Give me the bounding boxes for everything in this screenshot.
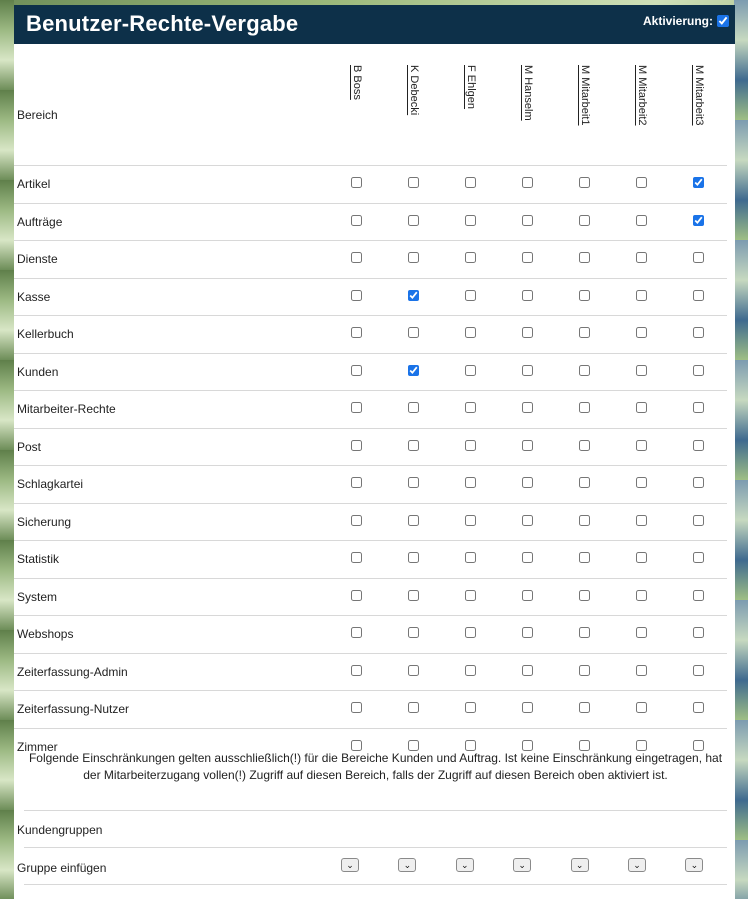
permission-cell — [556, 691, 613, 729]
permission-cell — [328, 466, 385, 504]
permission-checkbox[interactable] — [636, 215, 647, 226]
chevron-down-icon: ⌄ — [690, 860, 699, 870]
permission-cell — [613, 166, 670, 204]
permission-cell — [499, 428, 556, 466]
group-select-dropdown[interactable] — [685, 858, 703, 872]
permission-cell — [442, 653, 499, 691]
table-row — [14, 316, 727, 354]
permission-cell — [328, 241, 385, 279]
permission-checkbox[interactable] — [579, 552, 590, 563]
permission-cell — [499, 578, 556, 616]
background-left — [0, 0, 14, 899]
permission-checkbox[interactable] — [693, 327, 704, 338]
permission-checkbox[interactable] — [408, 665, 419, 676]
permission-checkbox[interactable] — [693, 590, 704, 601]
permission-checkbox[interactable] — [579, 402, 590, 413]
permission-checkbox[interactable] — [579, 477, 590, 488]
permission-checkbox[interactable] — [351, 665, 362, 676]
permission-checkbox[interactable] — [579, 515, 590, 526]
permission-cell — [328, 541, 385, 579]
permission-cell — [670, 428, 727, 466]
permission-cell — [556, 166, 613, 204]
permission-checkbox[interactable] — [636, 365, 647, 376]
permission-checkbox[interactable] — [408, 702, 419, 713]
table-row — [14, 203, 727, 241]
permission-checkbox[interactable] — [351, 515, 362, 526]
permission-cell — [385, 578, 442, 616]
permission-checkbox[interactable] — [465, 177, 476, 188]
permission-cell — [613, 653, 670, 691]
permission-checkbox[interactable] — [465, 327, 476, 338]
area-label: Zimmer — [14, 728, 328, 765]
permission-checkbox[interactable] — [351, 590, 362, 601]
permission-checkbox[interactable] — [408, 590, 419, 601]
permission-cell — [442, 166, 499, 204]
permission-cell — [442, 203, 499, 241]
customer-groups-label: Kundengruppen — [17, 823, 103, 837]
group-select-dropdown[interactable] — [341, 858, 359, 872]
permission-checkbox[interactable] — [465, 552, 476, 563]
divider — [24, 847, 727, 848]
divider — [24, 810, 727, 811]
permission-checkbox[interactable] — [522, 590, 533, 601]
permission-checkbox[interactable] — [636, 177, 647, 188]
area-label: Statistik — [14, 541, 328, 579]
group-select-dropdown[interactable] — [398, 858, 416, 872]
permission-checkbox[interactable] — [522, 552, 533, 563]
permission-cell — [499, 316, 556, 354]
permission-cell — [328, 278, 385, 316]
permission-cell — [385, 203, 442, 241]
permission-cell — [442, 278, 499, 316]
chevron-down-icon: ⌄ — [575, 860, 584, 870]
permission-checkbox[interactable] — [351, 477, 362, 488]
table-row — [14, 503, 727, 541]
group-select-dropdown[interactable] — [628, 858, 646, 872]
permission-cell — [613, 316, 670, 354]
permission-checkbox[interactable] — [465, 252, 476, 263]
activation-label: Aktivierung: — [642, 14, 713, 28]
area-label: Kunden — [14, 353, 328, 391]
permission-checkbox[interactable] — [351, 327, 362, 338]
permission-checkbox[interactable] — [351, 177, 362, 188]
user-column-header — [499, 44, 556, 166]
permission-checkbox[interactable] — [636, 515, 647, 526]
permission-cell — [385, 653, 442, 691]
permission-cell — [556, 466, 613, 504]
permission-cell — [499, 691, 556, 729]
permission-checkbox[interactable] — [579, 590, 590, 601]
permission-checkbox[interactable] — [693, 552, 704, 563]
area-label: Kellerbuch — [14, 316, 328, 354]
permission-checkbox[interactable] — [636, 627, 647, 638]
permission-checkbox[interactable] — [636, 590, 647, 601]
permission-cell — [385, 691, 442, 729]
permission-cell — [670, 503, 727, 541]
permission-checkbox[interactable] — [465, 440, 476, 451]
permission-cell — [442, 241, 499, 279]
area-label: Dienste — [14, 241, 328, 279]
permission-cell — [556, 428, 613, 466]
user-column-header — [385, 44, 442, 166]
user-name-link[interactable]: F Ehlgen — [465, 65, 477, 110]
permission-checkbox[interactable] — [693, 365, 704, 376]
permission-cell — [499, 616, 556, 654]
permission-checkbox[interactable] — [408, 365, 419, 376]
permission-checkbox[interactable] — [579, 665, 590, 676]
permission-checkbox[interactable] — [522, 665, 533, 676]
permission-checkbox[interactable] — [408, 402, 419, 413]
rights-table — [14, 44, 727, 765]
permission-checkbox[interactable] — [636, 665, 647, 676]
permission-checkbox[interactable] — [465, 627, 476, 638]
permission-cell — [442, 503, 499, 541]
permission-cell — [442, 578, 499, 616]
permission-cell — [499, 278, 556, 316]
table-row — [14, 428, 727, 466]
table-row — [14, 466, 727, 504]
user-name-link[interactable]: B Boss — [351, 65, 363, 100]
area-label: System — [14, 578, 328, 616]
permission-cell — [670, 241, 727, 279]
table-row — [14, 691, 727, 729]
area-label: Sicherung — [14, 503, 328, 541]
permission-checkbox[interactable] — [522, 402, 533, 413]
chevron-down-icon: ⌄ — [461, 860, 469, 870]
area-label: Schlagkartei — [14, 466, 328, 504]
permission-checkbox[interactable] — [522, 477, 533, 488]
permission-cell — [613, 278, 670, 316]
permission-cell — [328, 166, 385, 204]
permission-cell — [670, 653, 727, 691]
chevron-down-icon: ⌄ — [346, 860, 354, 870]
user-column-header — [328, 44, 385, 166]
permission-checkbox[interactable] — [636, 327, 647, 338]
permission-cell — [385, 241, 442, 279]
chevron-down-icon: ⌄ — [403, 860, 412, 870]
permission-cell — [328, 691, 385, 729]
permission-checkbox[interactable] — [408, 290, 419, 301]
permission-cell — [670, 166, 727, 204]
permission-checkbox[interactable] — [579, 702, 590, 713]
divider — [24, 884, 727, 885]
permission-checkbox[interactable] — [465, 215, 476, 226]
permission-checkbox[interactable] — [408, 477, 419, 488]
permission-cell — [613, 578, 670, 616]
permission-cell — [556, 653, 613, 691]
permission-cell — [556, 578, 613, 616]
permission-cell — [442, 616, 499, 654]
group-select-dropdown[interactable] — [571, 858, 589, 872]
permission-checkbox[interactable] — [579, 365, 590, 376]
permission-checkbox[interactable] — [408, 627, 419, 638]
permission-cell — [613, 466, 670, 504]
permission-cell — [385, 391, 442, 429]
area-label: Mitarbeiter-Rechte — [14, 391, 328, 429]
panel-header — [14, 5, 735, 44]
permission-checkbox[interactable] — [579, 177, 590, 188]
permission-cell — [385, 278, 442, 316]
permission-checkbox[interactable] — [408, 552, 419, 563]
permission-checkbox[interactable] — [465, 365, 476, 376]
permission-cell — [556, 391, 613, 429]
area-label: Zeiterfassung-Admin — [14, 653, 328, 691]
permission-checkbox[interactable] — [522, 627, 533, 638]
table-row — [14, 578, 727, 616]
permission-cell — [556, 278, 613, 316]
permission-checkbox[interactable] — [579, 627, 590, 638]
permission-checkbox[interactable] — [351, 290, 362, 301]
permission-cell — [613, 503, 670, 541]
area-column-header: Bereich — [17, 108, 58, 122]
area-label: Zeiterfassung-Nutzer — [14, 691, 328, 729]
permission-cell — [556, 316, 613, 354]
permission-checkbox[interactable] — [522, 215, 533, 226]
permission-cell — [499, 466, 556, 504]
permission-checkbox[interactable] — [465, 402, 476, 413]
permission-checkbox[interactable] — [408, 515, 419, 526]
permission-cell — [499, 503, 556, 541]
permission-cell — [670, 691, 727, 729]
permission-cell — [442, 353, 499, 391]
permission-checkbox[interactable] — [693, 477, 704, 488]
permission-checkbox[interactable] — [579, 290, 590, 301]
table-row — [14, 241, 727, 279]
permission-checkbox[interactable] — [636, 552, 647, 563]
permission-checkbox[interactable] — [522, 252, 533, 263]
permission-checkbox[interactable] — [693, 440, 704, 451]
permission-cell — [670, 203, 727, 241]
area-label: Kasse — [14, 278, 328, 316]
permission-checkbox[interactable] — [522, 365, 533, 376]
permission-checkbox[interactable] — [636, 290, 647, 301]
table-row — [14, 541, 727, 579]
chevron-down-icon: ⌄ — [518, 860, 526, 870]
permission-cell — [499, 166, 556, 204]
table-row — [14, 166, 727, 204]
permission-checkbox[interactable] — [351, 252, 362, 263]
permission-checkbox[interactable] — [351, 552, 362, 563]
permission-checkbox[interactable] — [465, 477, 476, 488]
permission-cell — [328, 428, 385, 466]
permission-checkbox[interactable] — [579, 252, 590, 263]
permission-cell — [328, 653, 385, 691]
permission-checkbox[interactable] — [693, 665, 704, 676]
permission-cell — [670, 353, 727, 391]
permission-cell — [499, 203, 556, 241]
permission-checkbox[interactable] — [465, 290, 476, 301]
permission-checkbox[interactable] — [465, 590, 476, 601]
permission-cell — [613, 353, 670, 391]
permission-checkbox[interactable] — [579, 327, 590, 338]
permission-cell — [670, 278, 727, 316]
permission-checkbox[interactable] — [522, 440, 533, 451]
user-name-link[interactable]: K Debecki — [408, 65, 420, 116]
permission-checkbox[interactable] — [693, 402, 704, 413]
user-name-link[interactable]: M Mitarbeit1 — [579, 65, 591, 126]
permission-cell — [670, 391, 727, 429]
permission-checkbox[interactable] — [465, 702, 476, 713]
permission-checkbox[interactable] — [636, 702, 647, 713]
permission-cell — [556, 503, 613, 541]
permission-checkbox[interactable] — [693, 627, 704, 638]
permission-cell — [385, 316, 442, 354]
permission-checkbox[interactable] — [693, 215, 704, 226]
permission-cell — [385, 428, 442, 466]
rights-panel — [14, 5, 735, 899]
background-right — [734, 0, 748, 899]
user-column-header — [670, 44, 727, 166]
permission-cell — [385, 541, 442, 579]
permission-cell — [385, 503, 442, 541]
permission-checkbox[interactable] — [579, 440, 590, 451]
permission-cell — [442, 466, 499, 504]
permission-checkbox[interactable] — [522, 702, 533, 713]
area-label: Post — [14, 428, 328, 466]
area-label: Webshops — [14, 616, 328, 654]
permission-cell — [499, 653, 556, 691]
permission-checkbox[interactable] — [522, 290, 533, 301]
permission-cell — [385, 166, 442, 204]
table-row — [14, 278, 727, 316]
permission-cell — [328, 203, 385, 241]
user-name-link[interactable]: M Mitarbeit3 — [693, 65, 705, 126]
permission-cell — [328, 316, 385, 354]
permission-checkbox[interactable] — [636, 402, 647, 413]
insert-group-label: Gruppe einfügen — [17, 861, 107, 875]
permission-checkbox[interactable] — [351, 627, 362, 638]
activation-checkbox[interactable] — [717, 15, 729, 27]
permission-checkbox[interactable] — [351, 440, 362, 451]
permission-cell — [442, 428, 499, 466]
permission-cell — [556, 241, 613, 279]
permission-checkbox[interactable] — [408, 215, 419, 226]
permission-checkbox[interactable] — [351, 215, 362, 226]
permission-cell — [670, 466, 727, 504]
permission-cell — [670, 316, 727, 354]
permission-cell — [670, 616, 727, 654]
permission-cell — [385, 466, 442, 504]
permission-checkbox[interactable] — [522, 515, 533, 526]
permission-checkbox[interactable] — [408, 177, 419, 188]
group-select-dropdown[interactable] — [456, 858, 474, 872]
permission-checkbox[interactable] — [693, 252, 704, 263]
permission-cell — [499, 353, 556, 391]
permission-checkbox[interactable] — [693, 515, 704, 526]
permission-checkbox[interactable] — [465, 665, 476, 676]
permission-cell — [556, 541, 613, 579]
restrictions-info: Folgende Einschränkungen gelten ausschließlich(!) für die Bereiche Kunden und Auftrag. Ist keine Einschränkung eingetragen, hat der Mitarbeiterzugang vollen(!) Zugriff auf diesen Bereich, falls der Zugriff auf diesen Bereich oben aktiviert ist. — [28, 751, 723, 782]
permission-cell — [556, 616, 613, 654]
permission-checkbox[interactable] — [408, 440, 419, 451]
permission-cell — [670, 578, 727, 616]
permission-checkbox[interactable] — [636, 252, 647, 263]
permission-cell — [613, 203, 670, 241]
permission-cell — [328, 391, 385, 429]
permission-cell — [442, 391, 499, 429]
permission-checkbox[interactable] — [693, 702, 704, 713]
table-header-row — [14, 44, 727, 166]
permission-checkbox[interactable] — [351, 402, 362, 413]
permission-cell — [613, 691, 670, 729]
page-title: Benutzer-Rechte-Vergabe — [26, 11, 299, 36]
user-column-header — [556, 44, 613, 166]
permission-cell — [442, 541, 499, 579]
permission-cell — [385, 353, 442, 391]
permission-checkbox[interactable] — [465, 515, 476, 526]
user-name-link[interactable]: M Hanselm — [522, 65, 534, 121]
permission-checkbox[interactable] — [693, 177, 704, 188]
chevron-down-icon: ⌄ — [633, 860, 641, 870]
permission-checkbox[interactable] — [693, 290, 704, 301]
permission-cell — [556, 353, 613, 391]
permission-cell — [613, 241, 670, 279]
table-row — [14, 353, 727, 391]
permission-cell — [670, 541, 727, 579]
table-row — [14, 616, 727, 654]
permission-checkbox[interactable] — [408, 327, 419, 338]
permission-cell — [613, 541, 670, 579]
area-label: Artikel — [14, 166, 328, 204]
permission-checkbox[interactable] — [522, 177, 533, 188]
permission-checkbox[interactable] — [636, 440, 647, 451]
permission-checkbox[interactable] — [351, 365, 362, 376]
permission-cell — [328, 353, 385, 391]
permission-cell — [499, 241, 556, 279]
table-row — [14, 391, 727, 429]
permission-cell — [499, 541, 556, 579]
user-column-header — [613, 44, 670, 166]
permission-cell — [613, 428, 670, 466]
permission-cell — [613, 616, 670, 654]
user-name-link[interactable]: M Mitarbeit2 — [636, 65, 648, 126]
activation-toggle — [643, 14, 729, 28]
permission-cell — [328, 578, 385, 616]
group-select-dropdown[interactable] — [513, 858, 531, 872]
area-label: Aufträge — [14, 203, 328, 241]
permission-checkbox[interactable] — [522, 327, 533, 338]
permission-cell — [499, 391, 556, 429]
permission-checkbox[interactable] — [351, 702, 362, 713]
permission-cell — [442, 691, 499, 729]
permission-checkbox[interactable] — [408, 252, 419, 263]
table-row — [14, 653, 727, 691]
permission-cell — [442, 316, 499, 354]
permission-checkbox[interactable] — [579, 215, 590, 226]
permission-cell — [328, 616, 385, 654]
permission-cell — [328, 503, 385, 541]
permission-cell — [556, 203, 613, 241]
permission-checkbox[interactable] — [636, 477, 647, 488]
permission-cell — [613, 391, 670, 429]
user-column-header — [442, 44, 499, 166]
permission-cell — [385, 616, 442, 654]
